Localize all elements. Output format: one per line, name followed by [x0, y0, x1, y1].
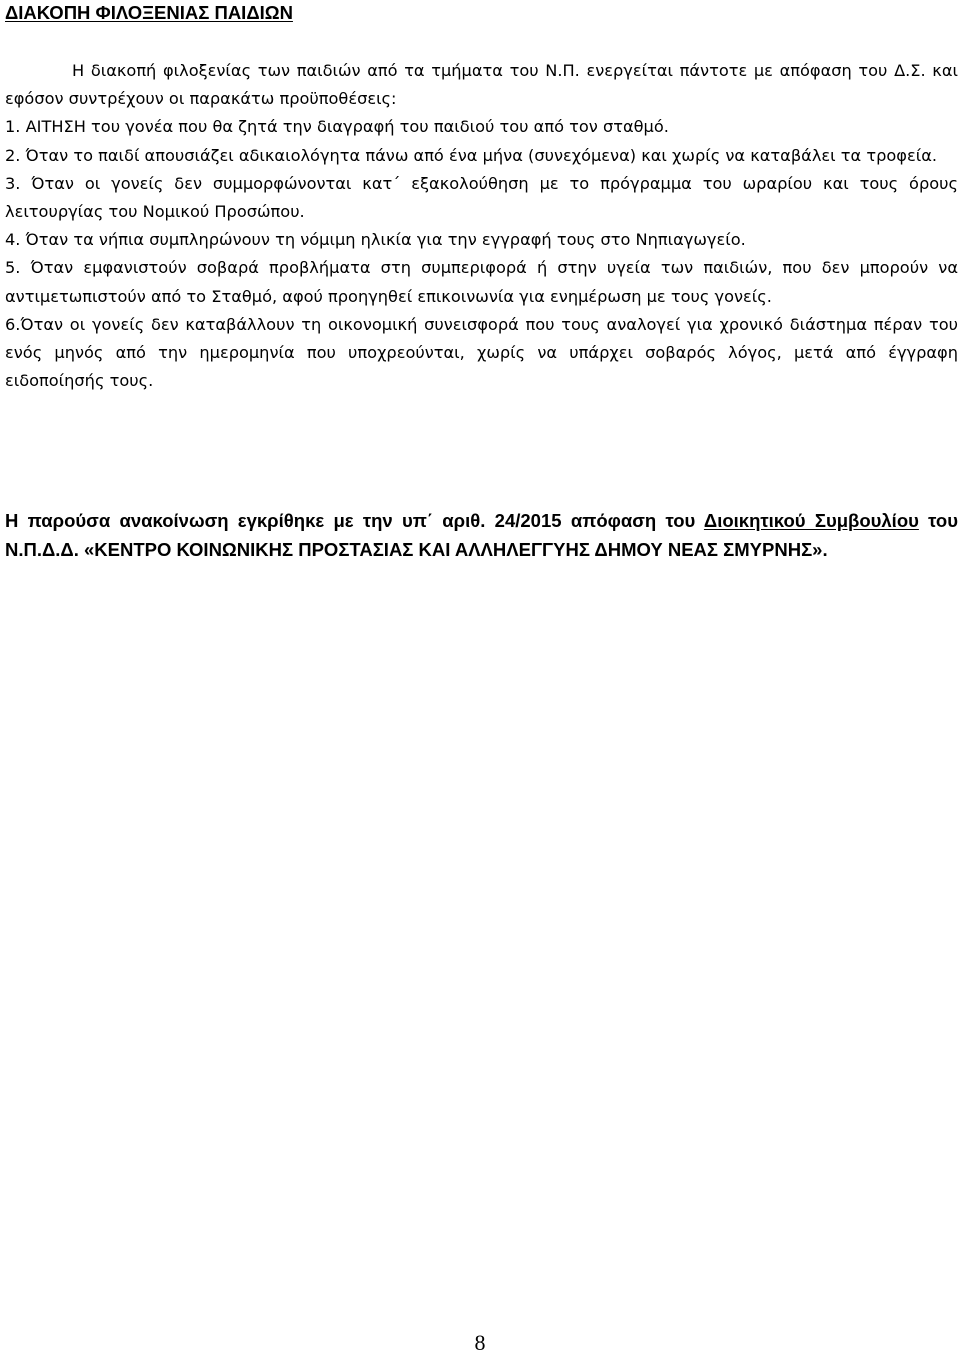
approval-notice-board: Διοικητικού Συμβουλίου [703, 510, 919, 531]
page-title: ΔΙΑΚΟΠΗ ΦΙΛΟΞΕΝΙΑΣ ΠΑΙΔΙΩΝ [5, 2, 293, 23]
condition-item-5: 5. Όταν εμφανιστούν σοβαρά προβλήματα στη συμπεριφορά ή στην υγεία των παιδιών, που δεν μπορούν να αντιμετωπιστούν από το Σταθμό, αφού προηγηθεί επικοινωνία για ενημέρωση με τους γονείς. [5, 258, 958, 306]
condition-item-3: 3. Όταν οι γονείς δεν συμμορφώνονται κατ΄ εξακολούθηση με το πρόγραμμα του ωραρίου και τους όρους λειτουργίας του Νομικού Προσώπου. [5, 173, 958, 222]
condition-item-2: 2. Όταν το παιδί απουσιάζει αδικαιολόγητα πάνω από ένα μήνα (συνεχόμενα) και χωρίς να καταβάλει τα τροφεία. [5, 145, 938, 165]
approval-notice [5, 506, 958, 564]
page-number: 8 [474, 1330, 486, 1355]
approval-notice-entity: του Ν.Π.Δ.Δ. «ΚΕΝΤΡΟ ΚΟΙΝΩΝΙΚΗΣ ΠΡΟΣΤΑΣΙΑΣ ΚΑΙ ΑΛΛΗΛΕΓΓΥΗΣ ΔΗΜΟΥ ΝΕΑΣ ΣΜΥΡΝΗΣ». [5, 510, 958, 560]
approval-notice-text [5, 506, 958, 564]
approval-notice-lead: Η παρούσα ανακοίνωση εγκρίθηκε με την υπ΄ αριθ. 24/2015 απόφαση του [5, 510, 704, 531]
document-page [5, 0, 958, 1357]
condition-item-4: 4. Όταν τα νήπια συμπληρώνουν τη νόμιμη ηλικία για την εγγραφή τους στο Νηπιαγωγείο. [5, 230, 746, 250]
condition-item-1: 1. ΑΙΤΗΣΗ του γονέα που θα ζητά την διαγραφή του παιδιού του από τον σταθμό. [5, 117, 669, 137]
condition-item-6: 6.Όταν οι γονείς δεν καταβάλλουν τη οικονομική συνεισφορά που τους αναλογεί για χρονικό διάστημα πέραν του ενός μηνός από την ημερομηνία που υποχρεούνται, χωρίς να υπάρχει σοβαρός λόγος, μετά από έγγραφη ειδοποίησής τους. [5, 314, 958, 391]
conditions-section [5, 57, 958, 395]
intro-paragraph: Η διακοπή φιλοξενίας των παιδιών από τα τμήματα του Ν.Π. ενεργείται πάντοτε με απόφαση του Δ.Σ. και εφόσον συντρέχουν οι παρακάτω προϋποθέσεις: [5, 61, 958, 109]
